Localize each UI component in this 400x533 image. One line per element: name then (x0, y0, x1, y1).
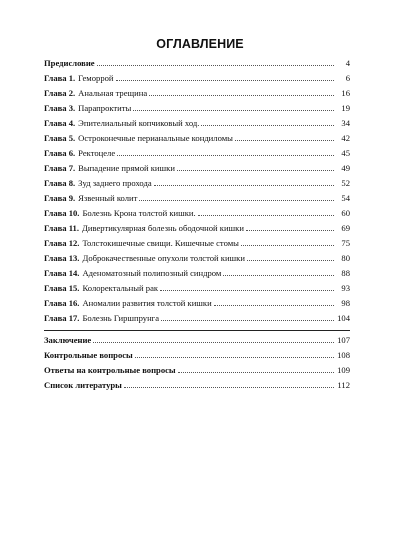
toc-entry-chapter (44, 236, 350, 251)
dot-leader (93, 342, 334, 343)
dot-leader (177, 170, 334, 171)
back-matter-list (44, 333, 350, 393)
toc-entry-chapter (44, 281, 350, 296)
dot-leader (135, 357, 334, 358)
toc-entry-chapter (44, 266, 350, 281)
chapter-list (44, 71, 350, 326)
chapter-title: Зуд заднего прохода (78, 178, 152, 188)
toc-page-number: 4 (345, 58, 350, 68)
chapter-number: Глава 2. (44, 88, 76, 98)
chapter-title: Толстокишечные свищи. Кишечные стомы (82, 238, 239, 248)
toc-entry-chapter (44, 86, 350, 101)
toc-page-number: 34 (341, 118, 350, 128)
chapter-number: Глава 16. (44, 298, 80, 308)
chapter-title: Аномалии развития толстой кишки (82, 298, 212, 308)
chapter-title: Геморрой (78, 73, 114, 83)
toc-entry-chapter (44, 116, 350, 131)
toc-entry-preface (44, 56, 350, 71)
toc-page-number: 69 (341, 223, 350, 233)
chapter-number: Глава 11. (44, 223, 79, 233)
dot-leader (154, 185, 334, 186)
toc-page-number: 104 (337, 313, 350, 323)
page-title: ОГЛАВЛЕНИЕ (156, 37, 244, 51)
chapter-number: Глава 3. (44, 103, 76, 113)
chapter-title: Язвенный колит (78, 193, 138, 203)
dot-leader (97, 65, 334, 66)
dot-leader (223, 275, 334, 276)
toc-page-number: 108 (337, 350, 350, 360)
toc-page-number: 80 (341, 253, 350, 263)
toc-entry-back-matter (44, 348, 350, 363)
chapter-title: Парапроктиты (78, 103, 132, 113)
dot-leader (161, 320, 334, 321)
toc-entry-chapter (44, 131, 350, 146)
chapter-number: Глава 4. (44, 118, 76, 128)
chapter-number: Глава 15. (44, 283, 80, 293)
toc-entry-back-matter (44, 378, 350, 393)
chapter-number: Глава 6. (44, 148, 76, 158)
dot-leader (124, 387, 334, 388)
chapter-title: Доброкачественные опухоли толстой кишки (82, 253, 245, 263)
toc-page-number: 6 (345, 73, 350, 83)
toc-page-number: 42 (341, 133, 350, 143)
chapter-title: Остроконечные перианальные кондиломы (78, 133, 233, 143)
chapter-number: Глава 17. (44, 313, 80, 323)
toc-entry-chapter (44, 296, 350, 311)
toc-entry-chapter (44, 191, 350, 206)
chapter-title: Дивертикулярная болезнь ободочной кишки (81, 223, 244, 233)
toc-entry-back-matter (44, 363, 350, 378)
toc-page-number: 107 (337, 335, 350, 345)
chapter-number: Глава 13. (44, 253, 80, 263)
toc-page-number: 98 (341, 298, 350, 308)
chapter-number: Глава 1. (44, 73, 76, 83)
toc-page-number: 75 (341, 238, 350, 248)
chapter-number: Глава 5. (44, 133, 76, 143)
toc-entry-label: Заключение (44, 335, 92, 345)
toc-entry-chapter (44, 146, 350, 161)
toc-page-number: 88 (341, 268, 350, 278)
toc-page-number: 60 (341, 208, 350, 218)
toc-page-number: 52 (341, 178, 350, 188)
dot-leader (201, 125, 334, 126)
dot-leader (235, 140, 334, 141)
toc-page-number: 112 (337, 380, 350, 390)
toc-page-number: 109 (337, 365, 350, 375)
toc-entry-chapter (44, 251, 350, 266)
toc-entry-label: Контрольные вопросы (44, 350, 133, 360)
toc-page-number: 16 (341, 88, 350, 98)
toc-entry-chapter (44, 161, 350, 176)
chapter-title: Болезнь Гиршпрунга (82, 313, 160, 323)
toc-entry-chapter (44, 71, 350, 86)
toc-page-number: 49 (341, 163, 350, 173)
dot-leader (149, 95, 334, 96)
dot-leader (178, 372, 334, 373)
toc-entry-chapter (44, 101, 350, 116)
dot-leader (160, 290, 334, 291)
chapter-title: Болезнь Крона толстой кишки. (82, 208, 196, 218)
toc-entry-chapter (44, 206, 350, 221)
chapter-title: Выпадение прямой кишки (78, 163, 175, 173)
chapter-number: Глава 9. (44, 193, 76, 203)
toc-page-number: 54 (341, 193, 350, 203)
toc-page-number: 93 (341, 283, 350, 293)
toc-entry-chapter (44, 176, 350, 191)
chapter-title: Анальная трещина (78, 88, 148, 98)
dot-leader (139, 200, 334, 201)
dot-leader (247, 260, 334, 261)
toc-entry-chapter (44, 311, 350, 326)
toc-page-number: 19 (341, 103, 350, 113)
chapter-title: Аденоматозный полипозный синдром (82, 268, 222, 278)
toc-entry-label: Список литературы (44, 380, 122, 390)
dot-leader (246, 230, 334, 231)
dot-leader (198, 215, 334, 216)
toc-entry-back-matter (44, 333, 350, 348)
chapter-number: Глава 14. (44, 268, 80, 278)
chapter-number: Глава 12. (44, 238, 80, 248)
chapter-title: Ректоцеле (78, 148, 116, 158)
dot-leader (116, 80, 334, 81)
chapter-number: Глава 7. (44, 163, 76, 173)
toc-entry-label: Предисловие (44, 58, 95, 68)
chapter-title: Колоректальный рак (82, 283, 159, 293)
table-of-contents (44, 56, 350, 393)
dot-leader (214, 305, 334, 306)
dot-leader (241, 245, 334, 246)
toc-entry-chapter (44, 221, 350, 236)
chapter-number: Глава 8. (44, 178, 76, 188)
chapter-title: Эпителиальный копчиковый ход. (78, 118, 200, 128)
toc-entry-label: Ответы на контрольные вопросы (44, 365, 176, 375)
chapter-number: Глава 10. (44, 208, 80, 218)
section-divider (44, 330, 350, 331)
toc-page-number: 45 (341, 148, 350, 158)
dot-leader (133, 110, 334, 111)
dot-leader (117, 155, 334, 156)
